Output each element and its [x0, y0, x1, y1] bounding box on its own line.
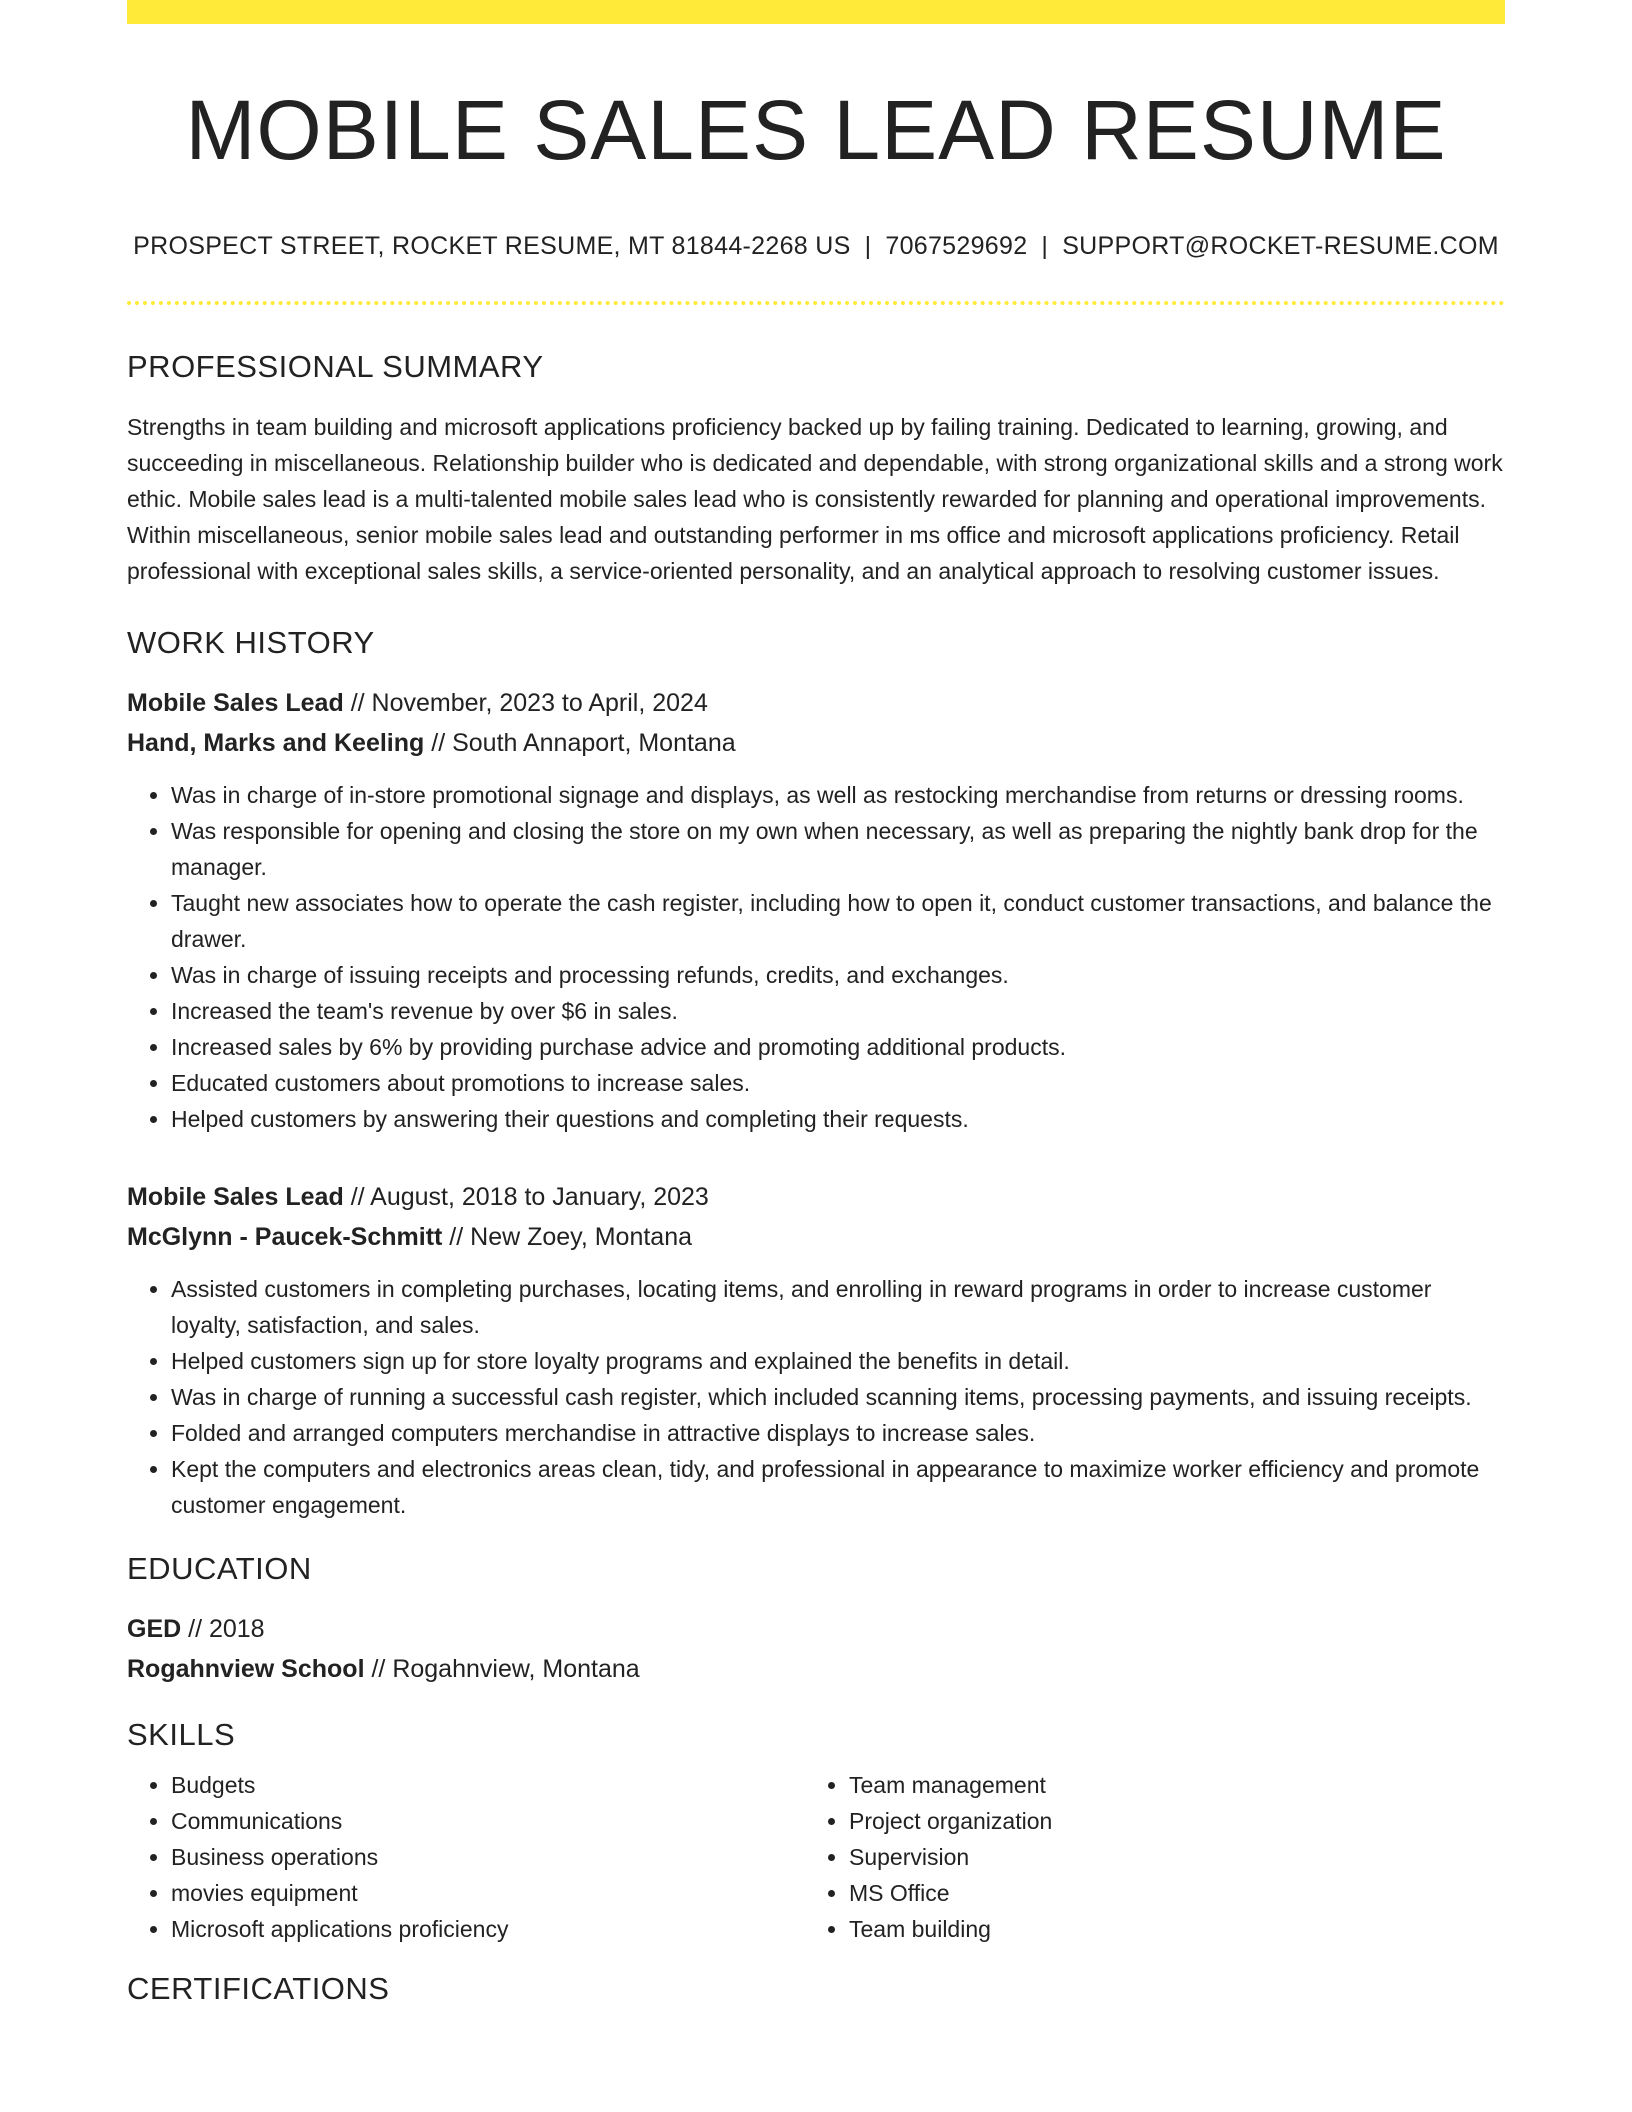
job-dates: // November, 2023 to April, 2024 [343, 689, 708, 718]
summary-text: Strengths in team building and microsoft applications proficiency backed up by failing training. Dedicated to learning, growing, and succeeding in miscellaneous. Relationship builder who is dedicated and dependable, with strong organizational skills and a strong work ethic. Mobile sales lead is a multi-talented mobile sales lead who is consistently rewarded for planning and operational improvements. Within miscellaneous, senior mobile sales lead and outstanding performer in ms office and microsoft applications proficiency. Retail professional with exceptional sales skills, a service-oriented personality, and an analytical approach to resolving customer issues. [127, 414, 1503, 585]
contact-separator: | [1041, 232, 1049, 261]
skill-item: • Microsoft applications proficiency [171, 1911, 805, 1947]
list-item: • Was in charge of in-store promotional signage and displays, as well as restocking merchandise from returns or dressing rooms. [171, 777, 1505, 813]
job-company: Hand, Marks and Keeling [127, 729, 425, 758]
job-entry [127, 1177, 1505, 1523]
skill-item: • Supervision [849, 1839, 1483, 1875]
resume-page [127, 0, 1505, 2007]
job-title-line [127, 683, 1505, 723]
job-bullet-list [127, 777, 1505, 1137]
skill-item: • Budgets [171, 1767, 805, 1803]
list-item: • Was in charge of running a successful cash register, which included scanning items, processing payments, and issuing receipts. [171, 1379, 1505, 1415]
list-item: • Helped customers sign up for store loyalty programs and explained the benefits in detail. [171, 1343, 1505, 1379]
skill-item: • Team building [849, 1911, 1483, 1947]
section-heading-certifications: CERTIFICATIONS [127, 1971, 390, 2007]
job-entry [127, 683, 1505, 1137]
accent-top-bar [127, 0, 1505, 24]
list-item: • Was in charge of issuing receipts and processing refunds, credits, and exchanges. [171, 957, 1505, 993]
job-title-line [127, 1177, 1505, 1217]
education-year: // 2018 [181, 1615, 265, 1644]
list-item: • Kept the computers and electronics areas clean, tidy, and professional in appearance to maximize worker efficiency and promote customer engagement. [171, 1451, 1505, 1523]
section-heading-skills: SKILLS [127, 1717, 236, 1753]
skills-grid [127, 1767, 1505, 1947]
job-company: McGlynn - Paucek-Schmitt [127, 1223, 443, 1252]
dotted-divider [127, 301, 1505, 305]
skill-item: • Business operations [171, 1839, 805, 1875]
job-company-line [127, 723, 1505, 763]
section-heading-work-history: WORK HISTORY [127, 625, 375, 661]
skill-item: • Team management [849, 1767, 1483, 1803]
education-degree-line [127, 1609, 1505, 1649]
section-heading-summary: PROFESSIONAL SUMMARY [127, 349, 544, 385]
contact-separator: | [864, 232, 872, 261]
list-item: • Increased sales by 6% by providing purchase advice and promoting additional products. [171, 1029, 1505, 1065]
education-degree: GED [127, 1615, 182, 1644]
contact-email: SUPPORT@ROCKET-RESUME.COM [1062, 232, 1499, 261]
skills-list-right [805, 1767, 1483, 1947]
resume-title: MOBILE SALES LEAD RESUME [185, 83, 1447, 177]
list-item: • Assisted customers in completing purchases, locating items, and enrolling in reward programs in order to increase customer loyalty, satisfaction, and sales. [171, 1271, 1505, 1343]
job-title: Mobile Sales Lead [127, 689, 344, 718]
job-bullet-list [127, 1271, 1505, 1523]
job-location: // New Zoey, Montana [442, 1223, 693, 1252]
contact-info [127, 232, 1505, 261]
list-item: • Folded and arranged computers merchandise in attractive displays to increase sales. [171, 1415, 1505, 1451]
skill-item: • Communications [171, 1803, 805, 1839]
skill-item: • Project organization [849, 1803, 1483, 1839]
section-heading-education: EDUCATION [127, 1551, 312, 1587]
education-school-line [127, 1649, 1505, 1689]
list-item: • Was responsible for opening and closing the store on my own when necessary, as well as preparing the nightly bank drop for the manager. [171, 813, 1505, 885]
job-title: Mobile Sales Lead [127, 1183, 344, 1212]
education-entry [127, 1609, 1505, 1689]
list-item: • Helped customers by answering their questions and completing their requests. [171, 1101, 1505, 1137]
skill-item: • movies equipment [171, 1875, 805, 1911]
contact-phone: 7067529692 [885, 232, 1028, 261]
skills-list-left [127, 1767, 805, 1947]
education-location: // Rogahnview, Montana [364, 1655, 640, 1684]
contact-address: PROSPECT STREET, ROCKET RESUME, MT 81844-2268 US [133, 232, 851, 261]
job-company-line [127, 1217, 1505, 1257]
list-item: • Educated customers about promotions to increase sales. [171, 1065, 1505, 1101]
education-school: Rogahnview School [127, 1655, 365, 1684]
list-item: • Taught new associates how to operate the cash register, including how to open it, conduct customer transactions, and balance the drawer. [171, 885, 1505, 957]
list-item: • Increased the team's revenue by over $6 in sales. [171, 993, 1505, 1029]
skill-item: • MS Office [849, 1875, 1483, 1911]
job-location: // South Annaport, Montana [424, 729, 736, 758]
job-dates: // August, 2018 to January, 2023 [343, 1183, 709, 1212]
